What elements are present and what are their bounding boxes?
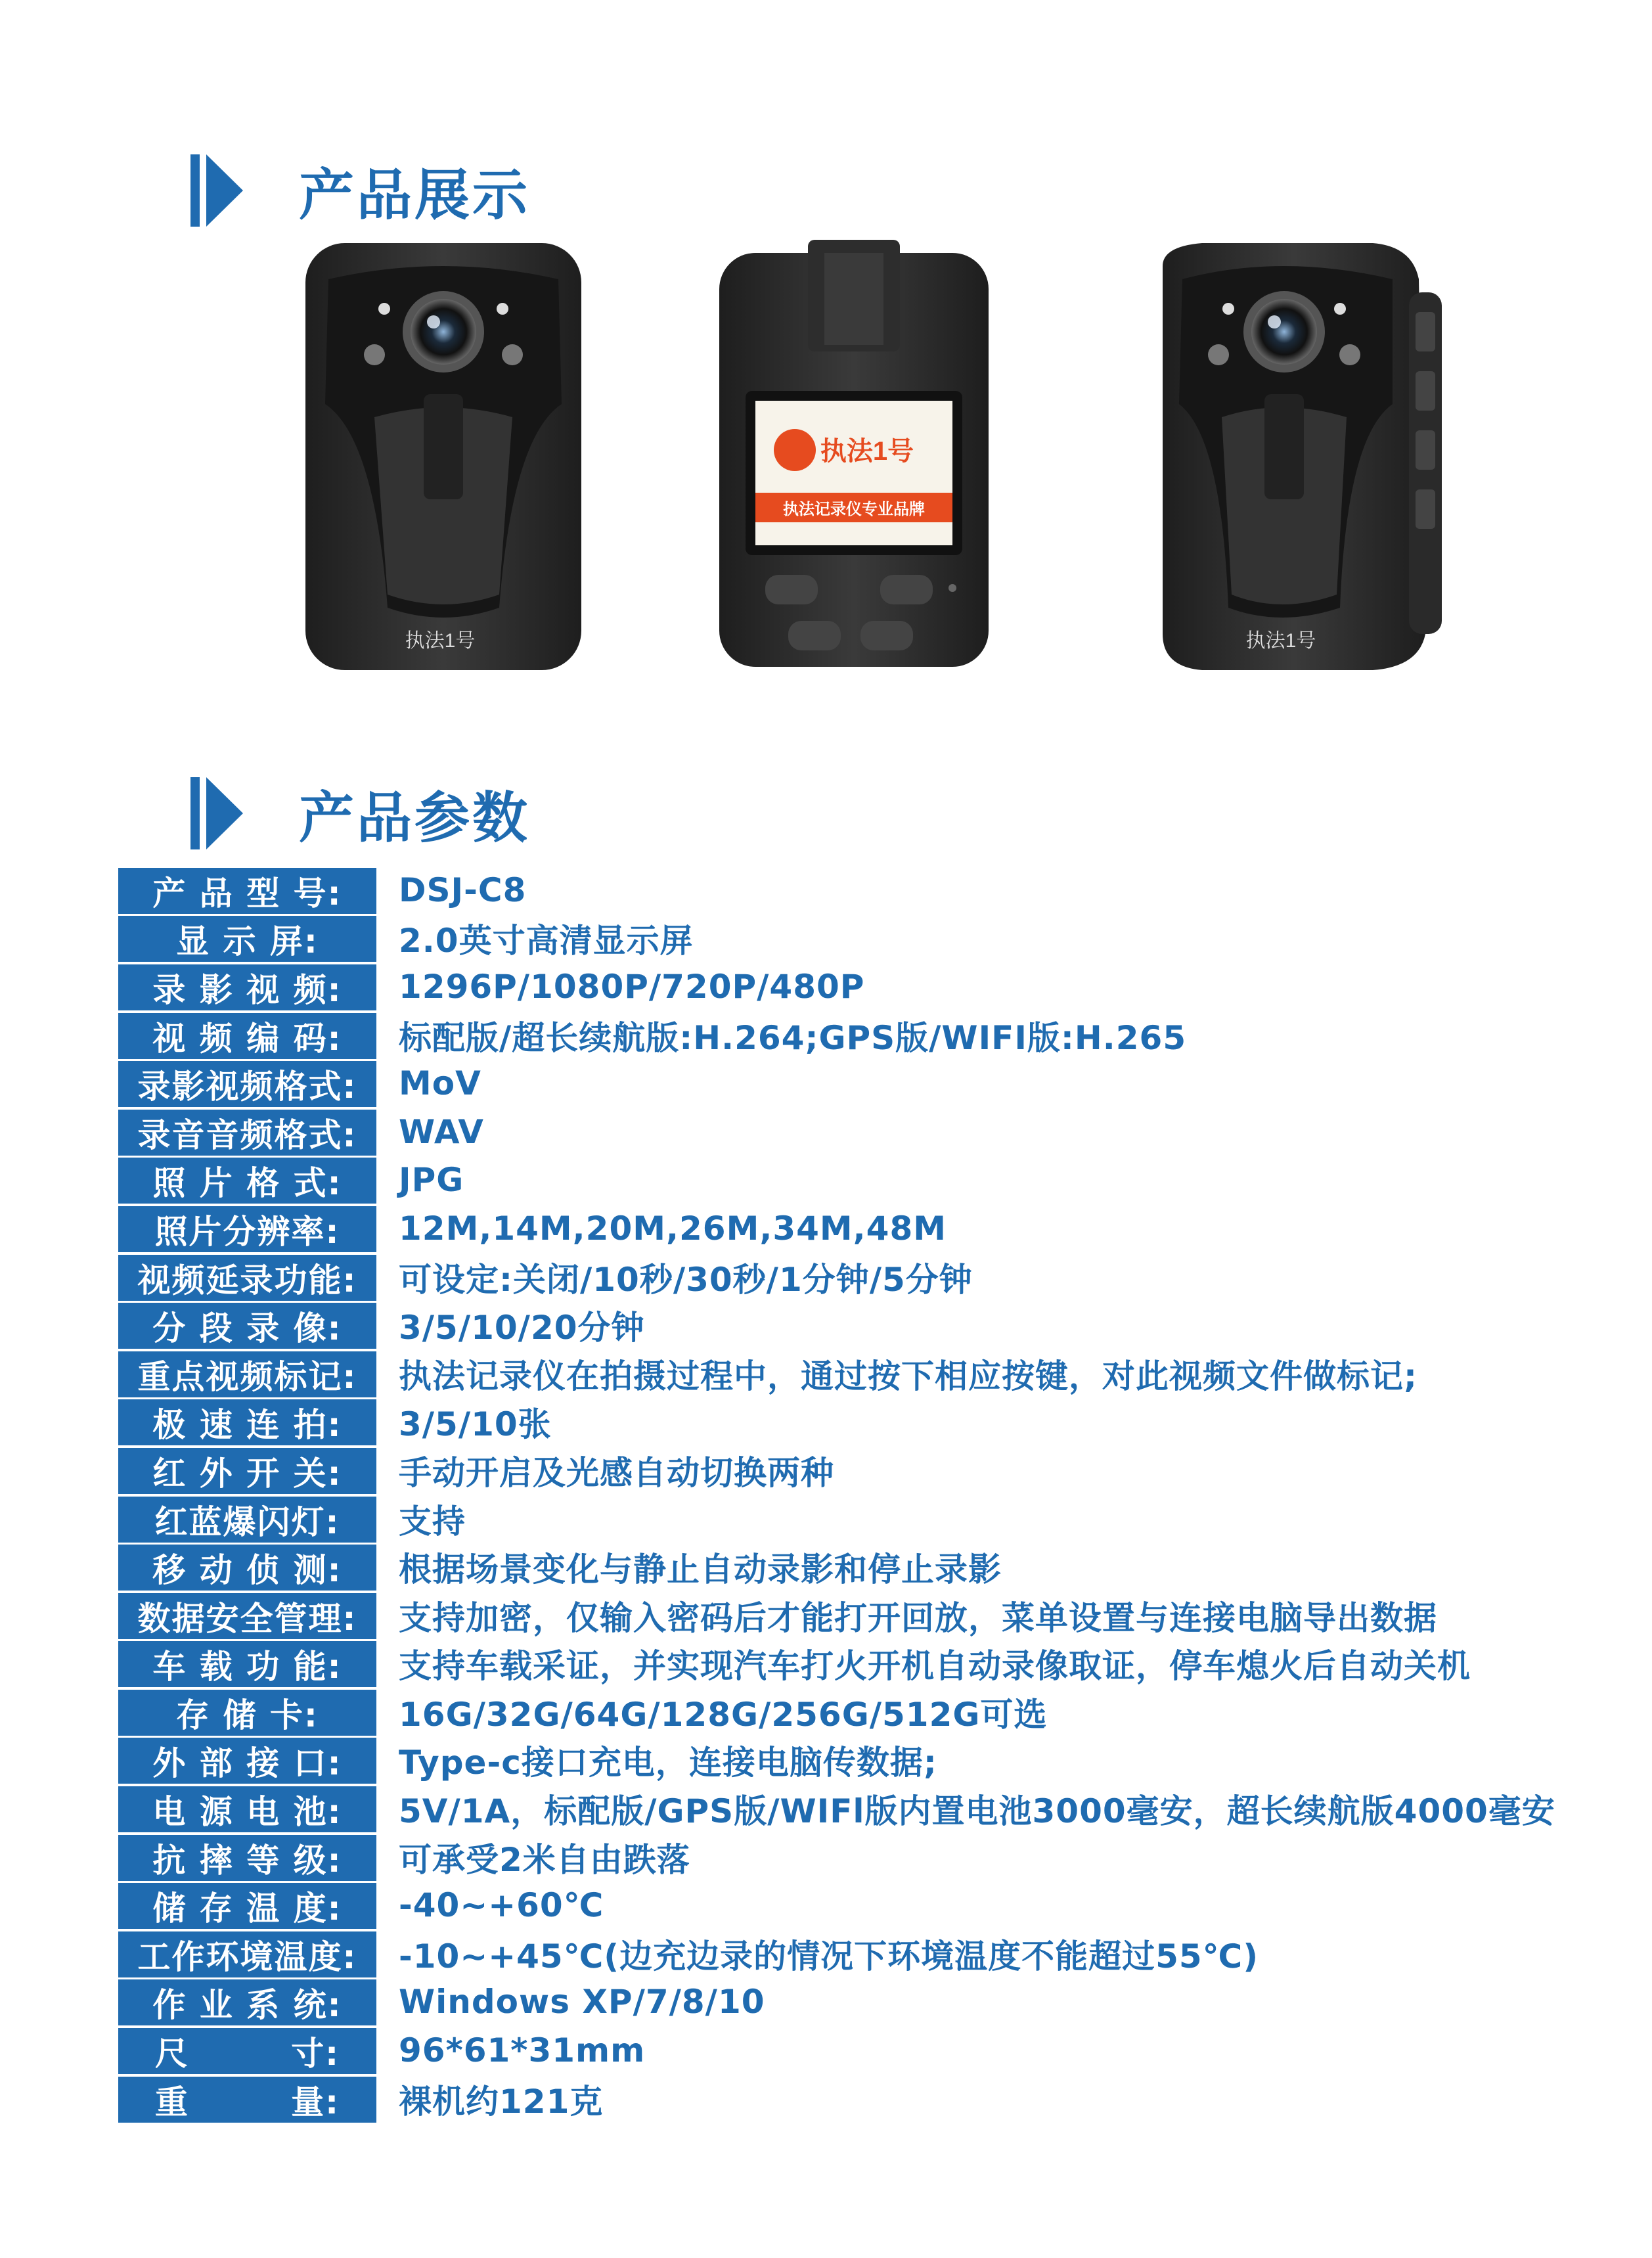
spec-value: 根据场景变化与静止自动录影和停止录影: [399, 1550, 1002, 1589]
spec-row: [118, 1784, 1609, 1833]
spec-value: 12M,14M,20M,26M,34M,48M: [399, 1209, 947, 1248]
spec-label: 移 动 侦 测:: [118, 1545, 376, 1591]
spec-value: MoV: [399, 1064, 481, 1103]
spec-label: 重点视频标记:: [118, 1351, 376, 1397]
spec-label: 数据安全管理:: [118, 1593, 376, 1639]
device-front-image: [302, 240, 585, 673]
spec-value: 支持: [399, 1502, 466, 1541]
spec-row: [118, 1446, 1609, 1495]
spec-label: 储 存 温 度:: [118, 1883, 376, 1929]
screen-slogan-text: 执法记录仪专业品牌: [783, 501, 925, 518]
spec-row: [118, 1495, 1609, 1543]
spec-row: [118, 866, 1609, 914]
spec-row: [118, 1591, 1609, 1640]
spec-label: 红蓝爆闪灯:: [118, 1497, 376, 1543]
section-header-params: [190, 774, 530, 853]
spec-value: 支持加密，仅输入密码后才能打开回放，菜单设置与连接电脑导出数据: [399, 1598, 1437, 1637]
spec-label: 显 示 屏:: [118, 916, 376, 962]
spec-label: 视 频 编 码:: [118, 1013, 376, 1059]
spec-label: 尺 寸:: [118, 2028, 376, 2074]
spec-label: 照 片 格 式:: [118, 1158, 376, 1204]
spec-value: 裸机约121克: [399, 2082, 604, 2121]
spec-value: 手动开启及光感自动切换两种: [399, 1453, 834, 1492]
spec-value: WAV: [399, 1112, 484, 1151]
spec-row: [118, 2075, 1609, 2123]
section-header-display: [190, 151, 530, 230]
spec-value: 可设定:关闭/10秒/30秒/1分钟/5分钟: [399, 1260, 973, 1299]
spec-row: [118, 914, 1609, 963]
spec-value: 执法记录仪在拍摄过程中，通过按下相应按键，对此视频文件做标记;: [399, 1357, 1418, 1395]
spec-value: 标配版/超长续航版:H.264;GPS版/WIFI版:H.265: [399, 1018, 1187, 1057]
spec-row: [118, 1978, 1609, 2027]
spec-row: [118, 1108, 1609, 1156]
spec-label: 视频延录功能:: [118, 1255, 376, 1301]
spec-label: 录 影 视 频:: [118, 964, 376, 1010]
spec-label: 存 储 卡:: [118, 1690, 376, 1736]
spec-value: 5V/1A，标配版/GPS版/WIFl版内置电池3000毫安，超长续航版4000毫安: [399, 1792, 1555, 1831]
spec-value: Type-c接口充电，连接电脑传数据;: [399, 1744, 937, 1782]
spec-label: 分 段 录 像:: [118, 1303, 376, 1349]
spec-value: DSJ-C8: [399, 870, 527, 909]
section-marker-icon: [190, 154, 243, 227]
spec-value: -40~+60℃: [399, 1886, 604, 1925]
spec-value: 3/5/10/20分钟: [399, 1309, 645, 1347]
spec-row: [118, 1833, 1609, 1882]
spec-value: 支持车载采证，并实现汽车打火开机自动录像取证，停车熄火后自动关机: [399, 1647, 1471, 1686]
device-side-image: [1150, 240, 1445, 673]
spec-label: 录音音频格式:: [118, 1110, 376, 1156]
device-side-brand: 执法1号: [1245, 630, 1316, 652]
spec-label: 外 部 接 口:: [118, 1738, 376, 1784]
spec-row: [118, 962, 1609, 1011]
spec-value: 可承受2米自由跌落: [399, 1840, 690, 1879]
spec-value: 96*61*31mm: [399, 2031, 646, 2070]
spec-value: 2.0英寸高清显示屏: [399, 922, 694, 960]
spec-label: 录影视频格式:: [118, 1061, 376, 1107]
spec-value: 3/5/10张: [399, 1405, 552, 1444]
spec-label: 车 载 功 能:: [118, 1641, 376, 1687]
product-images: [276, 240, 1458, 673]
spec-value: 1296P/1080P/720P/480P: [399, 967, 865, 1006]
spec-label: 电 源 电 池:: [118, 1786, 376, 1832]
spec-row: [118, 1881, 1609, 1930]
spec-row: [118, 2026, 1609, 2075]
section-title-params: 产品参数: [299, 785, 531, 850]
spec-row: [118, 1640, 1609, 1688]
spec-value: -10~+45℃(边充边录的情况下环境温度不能超过55℃): [399, 1937, 1259, 1976]
device-back-image: [709, 240, 998, 673]
section-marker-icon: [190, 777, 243, 849]
spec-row: [118, 1349, 1609, 1398]
section-title-display: 产品展示: [299, 162, 531, 227]
spec-row: [118, 1688, 1609, 1736]
spec-label: 重 量:: [118, 2077, 376, 2123]
spec-row: [118, 1011, 1609, 1060]
spec-row: [118, 1301, 1609, 1349]
screen-brand-text: 执法1号: [820, 437, 914, 466]
spec-value: 16G/32G/64G/128G/256G/512G可选: [399, 1695, 1048, 1734]
spec-label: 红 外 开 关:: [118, 1448, 376, 1494]
spec-value: Windows XP/7/8/10: [399, 1983, 765, 2021]
spec-label: 产 品 型 号:: [118, 868, 376, 914]
spec-row: [118, 1253, 1609, 1301]
spec-label: 抗 摔 等 级:: [118, 1835, 376, 1881]
spec-table: [118, 866, 1609, 2123]
spec-label: 作 业 系 统:: [118, 1979, 376, 2025]
spec-row: [118, 1930, 1609, 1978]
spec-label: 工作环境温度:: [118, 1931, 376, 1977]
spec-label: 照片分辨率:: [118, 1206, 376, 1252]
spec-row: [118, 1543, 1609, 1591]
spec-row: [118, 1398, 1609, 1447]
spec-row: [118, 1156, 1609, 1205]
spec-row: [118, 1204, 1609, 1253]
device-front-brand: 执法1号: [405, 630, 476, 652]
spec-row: [118, 1736, 1609, 1785]
spec-value: JPG: [399, 1161, 464, 1200]
spec-row: [118, 1059, 1609, 1108]
spec-label: 极 速 连 拍:: [118, 1399, 376, 1445]
